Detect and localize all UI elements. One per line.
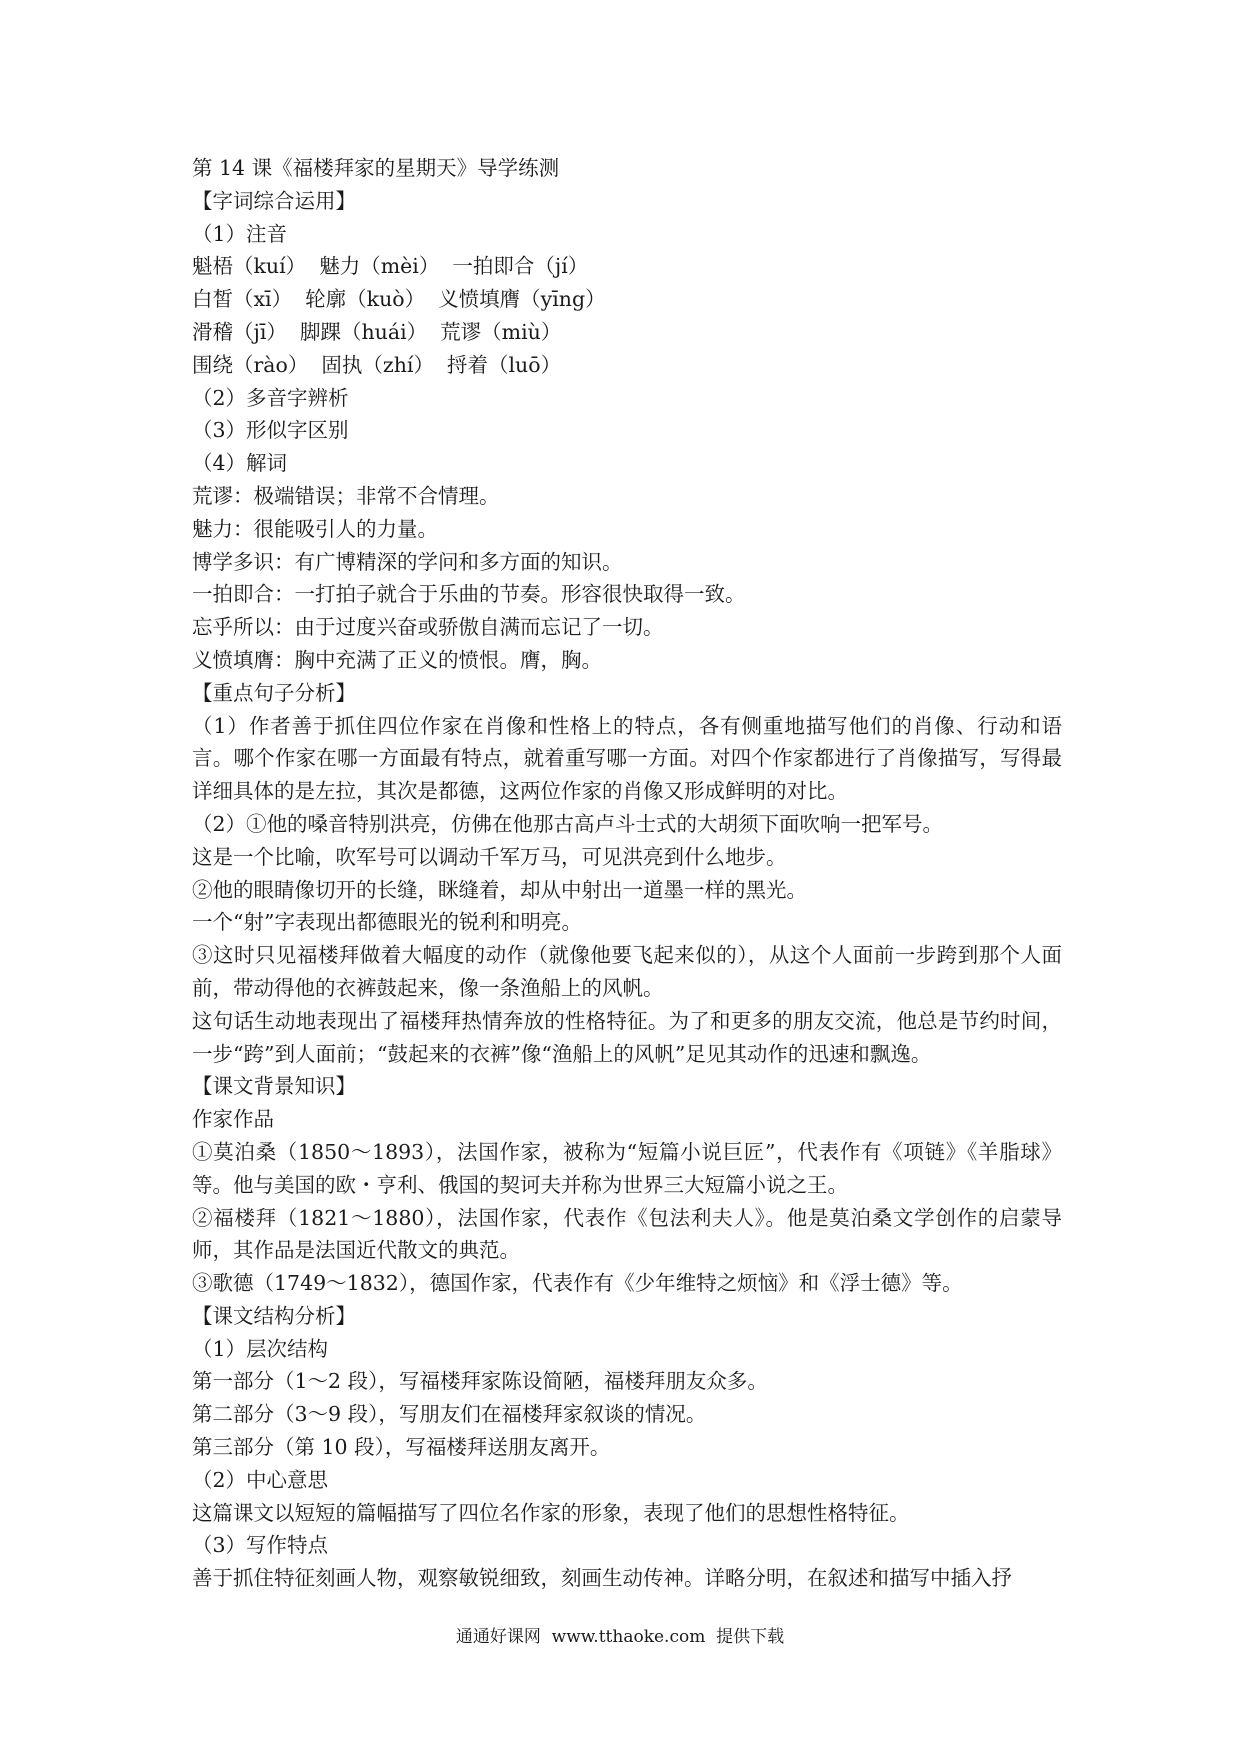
quoted-sentence: ③这时只见福楼拜做着大幅度的动作（就像他要飞起来似的），从这个人面前一步跨到那个人面前，带动得他的衣裤鼓起来，像一条渔船上的风帆。 xyxy=(192,943,1062,1000)
section-heading-structure: 【课文结构分析】 xyxy=(192,1303,356,1328)
pinyin-line: 滑稽（jī） 脚踝（huái） 荒谬（miù） xyxy=(192,319,562,344)
pinyin-line: 围绕（rào） 固执（zhí） 捋着（luō） xyxy=(192,352,562,377)
definition-line: 忘乎所以：由于过度兴奋或骄傲自满而忘记了一切。 xyxy=(192,615,664,640)
page-footer: 通通好课网 www.tthaoke.com 提供下载 xyxy=(455,1627,785,1647)
document-title: 第 14 课《福楼拜家的星期天》导学练测 xyxy=(192,156,560,180)
section-heading-sentences: 【重点句子分析】 xyxy=(192,680,356,705)
subheading-center: （2）中心意思 xyxy=(192,1467,329,1492)
definition-line: 义愤填膺：胸中充满了正义的愤恨。膺，胸。 xyxy=(192,647,602,672)
subheading-pinyin: （1）注音 xyxy=(192,221,288,246)
subheading-authors: 作家作品 xyxy=(192,1107,274,1132)
center-idea: 这篇课文以短短的篇幅描写了四位名作家的形象，表现了他们的思想性格特征。 xyxy=(192,1500,910,1525)
document-body xyxy=(192,152,1062,1595)
section-heading-vocab: 【字词综合运用】 xyxy=(192,188,356,213)
writing-features: 善于抓住特征刻画人物，观察敏锐细致，刻画生动传神。详略分明，在叙述和描写中插入抒 xyxy=(192,1566,1012,1591)
definition-line: 一拍即合：一打拍子就合于乐曲的节奏。形容很快取得一致。 xyxy=(192,582,746,607)
quoted-sentence: ②他的眼睛像切开的长缝，眯缝着，却从中射出一道墨一样的黑光。 xyxy=(192,877,807,902)
subheading-similar-chars: （3）形似字区别 xyxy=(192,418,349,443)
analysis-paragraph: 这句话生动地表现出了福楼拜热情奔放的性格特征。为了和更多的朋友交流，他总是节约时间，一步“跨”到人面前；“鼓起来的衣裤”像“渔船上的风帆”足见其动作的迅速和飘逸。 xyxy=(192,1008,1062,1066)
section-heading-background: 【课文背景知识】 xyxy=(192,1074,356,1099)
author-paragraph: ③歌德（1749～1832），德国作家，代表作有《少年维特之烦恼》和《浮士德》等。 xyxy=(192,1271,963,1296)
subheading-layers: （1）层次结构 xyxy=(192,1336,329,1361)
structure-part: 第三部分（第 10 段），写福楼拜送朋友离开。 xyxy=(192,1435,611,1460)
subheading-writing: （3）写作特点 xyxy=(192,1533,329,1558)
analysis-line: 一个“射”字表现出都德眼光的锐利和明亮。 xyxy=(192,910,582,935)
pinyin-line: 魁梧（kuí） 魅力（mèi） 一拍即合（jí） xyxy=(192,254,589,279)
definition-line: 荒谬：极端错误；非常不合情理。 xyxy=(192,483,500,508)
author-paragraph: ②福楼拜（1821～1880），法国作家，代表作《包法利夫人》。他是莫泊桑文学创作的启蒙导师，其作品是法国近代散文的典范。 xyxy=(192,1205,1062,1263)
quoted-sentence: （2）①他的嗓音特别洪亮，仿佛在他那古高卢斗士式的大胡须下面吹响一把军号。 xyxy=(192,811,944,836)
subheading-polyphone: （2）多音字辨析 xyxy=(192,385,349,410)
definition-line: 博学多识：有广博精深的学问和多方面的知识。 xyxy=(192,549,623,574)
subheading-definitions: （4）解词 xyxy=(192,451,288,476)
structure-part: 第二部分（3～9 段），写朋友们在福楼拜家叙谈的情况。 xyxy=(192,1402,707,1427)
definition-line: 魅力：很能吸引人的力量。 xyxy=(192,516,438,541)
structure-part: 第一部分（1～2 段），写福楼拜家陈设简陋，福楼拜朋友众多。 xyxy=(192,1369,768,1394)
author-paragraph: ①莫泊桑（1850～1893），法国作家，被称为“短篇小说巨匠”，代表作有《项链》《羊脂球》等。他与美国的欧・亨利、俄国的契诃夫并称为世界三大短篇小说之王。 xyxy=(192,1139,1062,1197)
sentence-analysis-paragraph: （1）作者善于抓住四位作家在肖像和性格上的特点，各有侧重地描写他们的肖像、行动和语言。哪个作家在哪一方面最有特点，就着重写哪一方面。对四个作家都进行了肖像描写，写得最详细具体的是左拉，其次是都德，这两位作家的肖像又形成鲜明的对比。 xyxy=(192,713,1062,804)
pinyin-line: 白皙（xī） 轮廓（kuò） 义愤填膺（yīng） xyxy=(192,287,606,312)
analysis-line: 这是一个比喻，吹军号可以调动千军万马，可见洪亮到什么地步。 xyxy=(192,844,787,869)
